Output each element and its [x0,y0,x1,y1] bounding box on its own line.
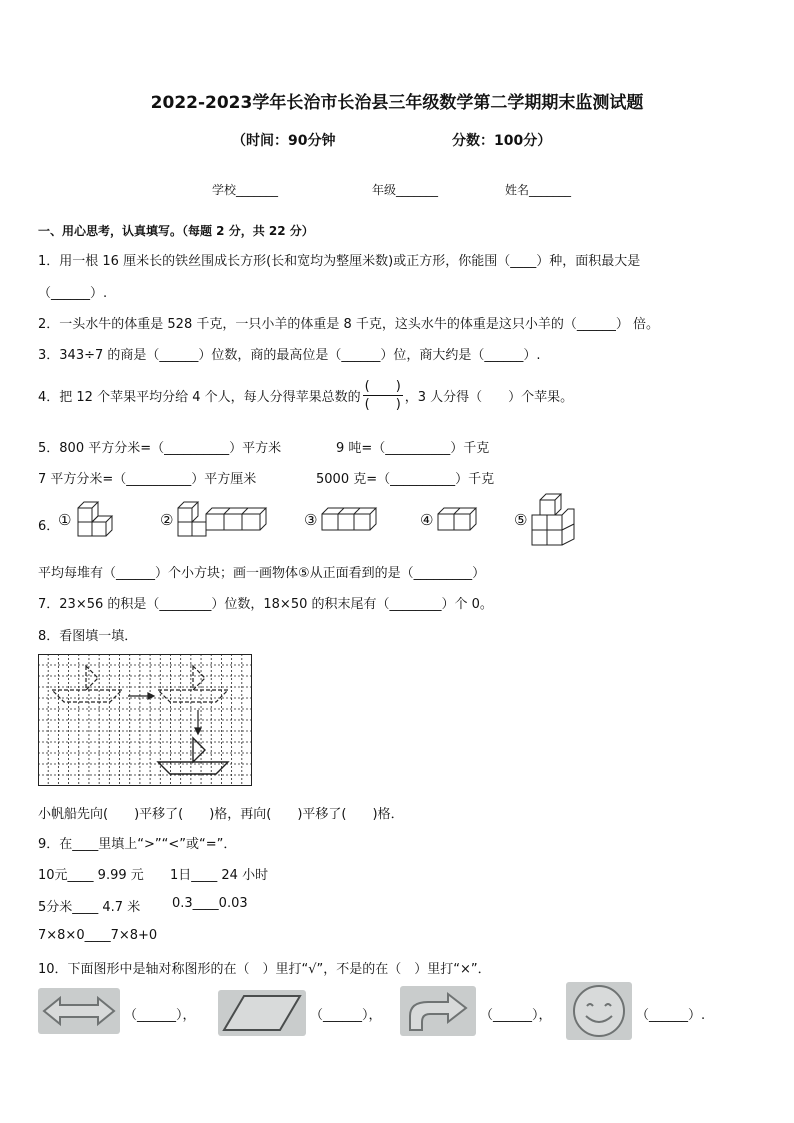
translation-grid [38,654,252,786]
cube-stack-5 [530,492,578,550]
cube-stack-2 [176,496,276,542]
answer-blank-4: （______）. [636,1008,706,1023]
question-8: 8．看图填一填． [38,629,138,644]
fraction [363,378,403,413]
section-heading: 一、用心思考，认真填写。（每题 2 分，共 22 分） [38,224,314,238]
score-label: 分数：100分） [452,133,552,149]
answer-blank-3: （______）， [480,1008,552,1023]
question-2: 2．一头水牛的体重是 528 千克，一只小羊的体重是 8 千克，这头水牛的体重是这只小羊的（______） 倍。 [38,317,660,332]
question-4-text-b: ，3 人分得（ ）个苹果。 [404,390,574,405]
answer-blank-2: （______）， [310,1008,382,1023]
question-4-text-a: 4．把 12 个苹果平均分给 4 个人，每人分得苹果总数的 [38,390,361,405]
grade-field: 年级_______ [372,183,439,197]
figure-1-marker: ① [58,511,72,529]
question-7: 7．23×56 的积是（________）位数，18×50 的积末尾有（________）个 0。 [38,597,493,612]
question-6-text: 平均每堆有（______）个小方块；画一画物体⑤从正面看到的是（_________） [38,566,486,581]
question-9-d: 0.3____0.03 [172,896,248,911]
smiley-face-picture [566,982,632,1040]
figure-4-marker: ④ [420,511,434,529]
question-1-line-2: （______）. [38,286,108,301]
cube-row-3 [320,506,378,534]
question-5-a: 5．800 平方分米=（__________）平方米 [38,441,282,456]
page-title: 2022-2023学年长治市长治县三年级数学第二学期期末监测试题 [150,93,644,113]
question-6-label: 6． [38,519,60,534]
question-9-b: 1日____ 24 小时 [170,868,269,883]
boat-end-solid [158,738,228,774]
question-5-b: 9 吨=（__________）千克 [336,441,490,456]
fraction-numerator: ( ) [364,379,401,394]
fraction-denominator: ( ) [364,397,401,412]
cube-row-4 [436,506,482,534]
question-9-a: 10元____ 9.99 元 [38,868,144,883]
question-5-d: 5000 克=（__________）千克 [316,472,495,487]
curved-arrow-picture [400,986,476,1036]
question-9-e: 7×8×0____7×8+0 [38,928,158,943]
figure-3-marker: ③ [304,511,318,529]
figure-2-marker: ② [160,511,174,529]
question-5-c: 7 平方分米=（__________）平方厘米 [38,472,257,487]
question-4 [38,378,573,413]
name-field: 姓名_______ [505,183,572,197]
question-10: 10．下面图形中是轴对称图形的在（ ）里打“√”，不是的在（ ）里打“×”． [38,962,491,977]
school-field: 学校_______ [212,183,279,197]
question-8-answer: 小帆船先向( )平移了( )格，再向( )平移了( )格． [38,807,404,822]
double-arrow-picture [38,988,120,1034]
boat-middle-dashed [158,666,228,702]
question-1-line-1: 1．用一根 16 厘米长的铁丝围成长方形(长和宽均为整厘米数)或正方形，你能围（____）种，面积最大是 [38,254,641,269]
answer-blank-1: （______）， [124,1008,196,1023]
time-label: （时间：90分钟 [232,133,336,149]
parallelogram-picture [218,990,306,1036]
question-9: 9．在____里填上“>”“<”或“=”． [38,837,237,852]
question-9-c: 5分米____ 4.7 米 [38,900,141,915]
question-3: 3．343÷7 的商是（______）位数，商的最高位是（______）位，商大约是（______）. [38,348,541,363]
boat-start-dashed [52,666,122,702]
figure-5-marker: ⑤ [514,511,528,529]
cube-stack-1 [76,496,118,542]
